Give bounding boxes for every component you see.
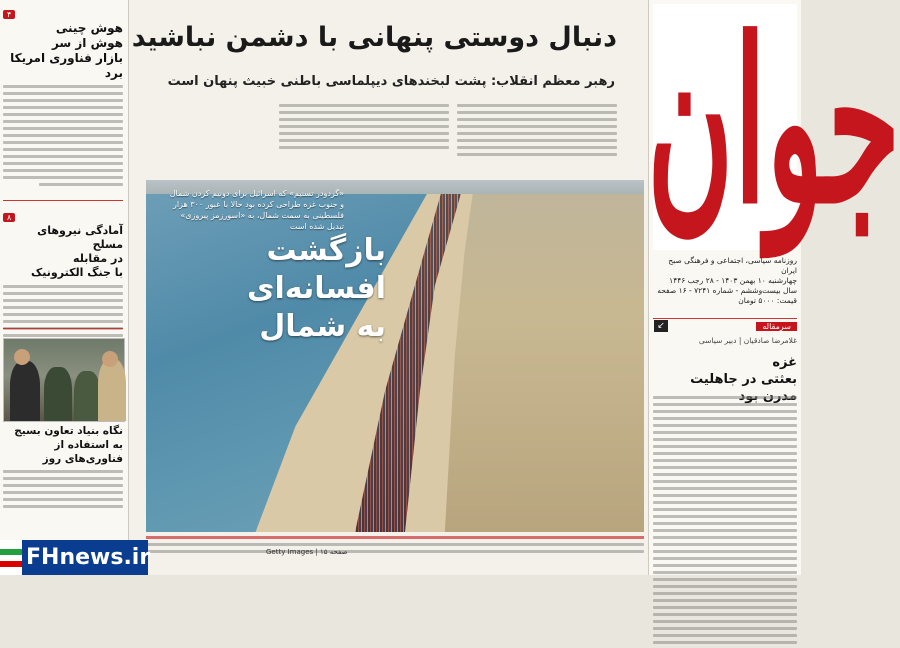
arrow-icon: ↙ [654,320,668,332]
info-line: چهارشنبه ۱۰ بهمن ۱۴۰۳ - ۲۸ رجب ۱۴۴۶ [669,276,797,285]
page-badge: ۸ [3,213,15,222]
story-ai-china[interactable] [3,2,123,190]
flag-icon [0,540,22,575]
main-headline[interactable]: دنبال دوستی پنهانی با دشمن نباشید [131,22,617,53]
editorial-title[interactable]: غزه بعثتی در جاهلیت [690,355,797,387]
left-column [0,0,129,575]
story-headline: هوش چینی هوش از سر بازار فناوری امریکا برد [10,21,123,80]
photo-headline[interactable]: بازگشت افسانه‌ای به شمال [247,233,386,344]
right-column [647,0,900,575]
watermark-text: FHnews.ir [26,545,151,570]
story-headline: آمادگی نیروهای مسلح در مقابله با جنگ الکترونیک [31,224,123,279]
masthead[interactable] [647,0,900,254]
section-label: سرمقاله [756,322,797,331]
masthead-title: جوان [647,0,900,254]
publication-info [653,256,797,306]
lead-paragraph-left [279,104,449,153]
info-line: روزنامه سیاسی، اجتماعی و فرهنگی صبح ایران [668,256,797,275]
lead-paragraph-right [457,104,617,160]
editorial-author: غلامرضا صادقیان | دبیر سیاسی [698,336,797,345]
photo-caption: «گردودر تسنیم» که اسرائیل برای دونیم کردن شمال و جنوب غزه طراحی کرده بود حالا با عبور ۳۰۰ هزار فلسطینی به سمت شمال، به «اسورزمز پیروزی» تبدیل شده است [169,189,344,231]
bonyad-taavon-photo [3,338,125,422]
photo-footnote [146,536,644,557]
fhnews-watermark[interactable] [0,540,151,575]
sub-headline: رهبر معظم انقلاب: پشت لبخندهای دیپلماسی باطنی خبیث پنهان است [167,74,615,89]
editorial-body [653,396,797,648]
photo-credit: Getty Images | صفحه ۱۵ [266,548,348,556]
info-line: قیمت: ۵۰۰۰ تومان [738,296,797,305]
story-bonyad-taavon[interactable] [3,424,123,512]
story-headline: نگاه بنیاد تعاون بسیج به استفاده از فناوری‌های روز [14,425,123,465]
story-armed-forces[interactable] [3,205,123,348]
page-badge: ۴ [3,10,15,19]
center-column [130,0,645,575]
info-line: سال بیست‌وششم - شماره ۷۲۴۱ - ۱۶ صفحه [657,286,797,295]
